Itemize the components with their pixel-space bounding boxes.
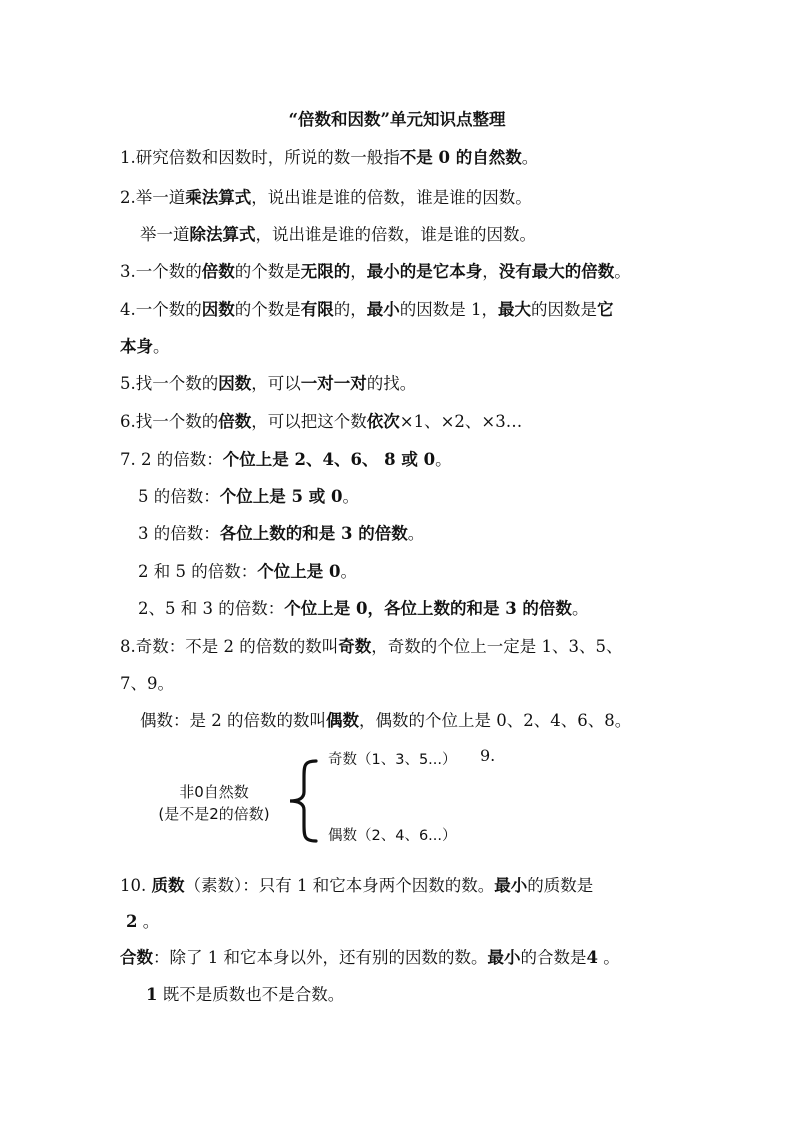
item-3 bbox=[120, 262, 734, 282]
text: ：除了 1 和它本身以外，还有别的因数的数。 bbox=[153, 948, 488, 967]
bold-text: 质数 bbox=[151, 876, 185, 895]
item-8b bbox=[120, 674, 734, 694]
note-one bbox=[146, 985, 734, 1005]
text: 的找。 bbox=[366, 374, 417, 393]
text: 的质数是 bbox=[527, 876, 594, 895]
even-branch: 偶数（2、4、6...） bbox=[328, 828, 457, 844]
item-7d bbox=[138, 562, 734, 582]
text: 。 bbox=[340, 562, 357, 581]
item-6 bbox=[120, 412, 734, 432]
curly-brace-icon bbox=[284, 758, 324, 844]
bold-text: 个位上是 2、4、6、 8 或 0 bbox=[222, 450, 436, 469]
bold-text: 最小的是它本身 bbox=[366, 262, 483, 281]
bold-text: 无限的 bbox=[300, 262, 351, 281]
text: 5.找一个数的 bbox=[120, 374, 219, 393]
text: ，说出谁是谁的倍数，谁是谁的因数。 bbox=[255, 225, 536, 244]
text: 3.一个数的 bbox=[120, 262, 202, 281]
bold-text: 依次 bbox=[366, 412, 400, 431]
item-2b bbox=[140, 225, 734, 245]
odd-branch: 奇数（1、3、5...） bbox=[328, 752, 457, 768]
bold-text: 个位上是 0，各位上数的和是 3 的倍数 bbox=[284, 599, 572, 618]
text: 。 bbox=[153, 337, 170, 356]
text: 的因数是 bbox=[531, 300, 597, 319]
text: 。 bbox=[597, 948, 620, 967]
text: 10. bbox=[120, 876, 152, 895]
bold-text: 最大 bbox=[498, 300, 531, 319]
text: 。 bbox=[435, 450, 452, 469]
bold-text: 有限 bbox=[300, 300, 334, 319]
text: 的合数是 bbox=[520, 948, 587, 967]
bold-text: 合数 bbox=[120, 948, 153, 967]
bold-text: 一对一对 bbox=[300, 374, 367, 393]
text: 8.奇数：不是 2 的倍数的数叫 bbox=[120, 637, 339, 656]
bold-text: 没有最大的倍数 bbox=[498, 262, 615, 281]
text: 2、5 和 3 的倍数： bbox=[138, 599, 285, 618]
bold-text: 乘法算式 bbox=[185, 188, 252, 207]
bold-text: 除法算式 bbox=[189, 225, 256, 244]
item-7 bbox=[120, 450, 734, 470]
text: 3 的倍数： bbox=[138, 524, 220, 543]
item-10 bbox=[120, 876, 734, 896]
text: 举一道 bbox=[140, 225, 190, 244]
bold-text: 它 bbox=[597, 300, 614, 319]
text: 。 bbox=[571, 599, 589, 618]
text: 2.举一道 bbox=[120, 188, 186, 207]
text: 。 bbox=[521, 148, 539, 167]
bold-text: 各位上数的和是 3 的倍数 bbox=[219, 524, 408, 543]
text: 的因数是 1， bbox=[399, 300, 498, 319]
text: 。 bbox=[342, 487, 359, 506]
text: ×1、×2、×3… bbox=[399, 412, 523, 431]
bold-text: 偶数 bbox=[326, 711, 359, 730]
item-8 bbox=[120, 637, 734, 657]
text: ，可以把这个数 bbox=[251, 412, 367, 431]
bold-text: 个位上是 0 bbox=[257, 562, 341, 581]
item-4b bbox=[120, 337, 734, 357]
text: 1.研究倍数和因数时，所说的数一般指 bbox=[120, 148, 400, 167]
text: ， bbox=[482, 262, 499, 281]
bold-text: 不是 0 的自然数 bbox=[399, 148, 522, 167]
text: 5 的倍数： bbox=[138, 487, 220, 506]
text: 偶数：是 2 的倍数的数叫 bbox=[140, 711, 326, 730]
page-title: “倍数和因数”单元知识点整理 bbox=[288, 110, 506, 129]
text: ，偶数的个位上是 0、2、4、6、8。 bbox=[359, 711, 632, 730]
bold-text: 最小 bbox=[494, 876, 528, 895]
bold-text: 倍数 bbox=[218, 412, 252, 431]
item-4 bbox=[120, 300, 734, 320]
text: 。 bbox=[407, 524, 425, 543]
item-7c bbox=[138, 524, 734, 544]
item-10b bbox=[126, 912, 734, 932]
text: 。 bbox=[137, 912, 160, 931]
bold-text: 因数 bbox=[218, 374, 252, 393]
composite-definition bbox=[120, 948, 734, 968]
text: 7. 2 的倍数： bbox=[120, 450, 223, 469]
diagram-label-line2: (是不是2的倍数) bbox=[158, 804, 270, 823]
text: （素数）：只有 1 和它本身两个因数的数。 bbox=[184, 876, 495, 895]
bold-text: 2 bbox=[126, 912, 138, 931]
item-7b bbox=[138, 487, 734, 507]
bold-text: 倍数 bbox=[201, 262, 235, 281]
text: 既不是质数也不是合数。 bbox=[157, 985, 345, 1004]
text: ，说出谁是谁的倍数，谁是谁的因数。 bbox=[251, 188, 532, 207]
text: 的个数是 bbox=[234, 300, 301, 319]
bold-text: 1 bbox=[146, 985, 158, 1004]
text: 的个数是 bbox=[234, 262, 301, 281]
text: 7、9。 bbox=[120, 674, 174, 693]
text: ，奇数的个位上一定是 1、3、5、 bbox=[371, 637, 623, 656]
bold-text: 最小 bbox=[487, 948, 521, 967]
item-2 bbox=[120, 188, 734, 208]
bold-text: 最小 bbox=[366, 300, 400, 319]
bold-text: 奇数 bbox=[338, 637, 372, 656]
item-5 bbox=[120, 374, 734, 394]
text: 。 bbox=[614, 262, 631, 281]
item-8c bbox=[140, 711, 734, 731]
diagram-label bbox=[150, 782, 278, 826]
text: ， bbox=[350, 262, 367, 281]
text: 的， bbox=[333, 300, 367, 319]
bold-text: 因数 bbox=[201, 300, 235, 319]
diagram-label-line1: 非0自然数 bbox=[179, 783, 249, 801]
item-9-number: 9. bbox=[480, 746, 496, 765]
text: 4.一个数的 bbox=[120, 300, 202, 319]
bold-text: 本身 bbox=[120, 337, 153, 356]
bold-text: 个位上是 5 或 0 bbox=[219, 487, 343, 506]
item-7e bbox=[138, 599, 734, 619]
item-1 bbox=[120, 148, 734, 168]
text: ，可以 bbox=[251, 374, 301, 393]
text: 6.找一个数的 bbox=[120, 412, 219, 431]
text: 2 和 5 的倍数： bbox=[138, 562, 258, 581]
bold-text: 4 bbox=[586, 948, 598, 967]
